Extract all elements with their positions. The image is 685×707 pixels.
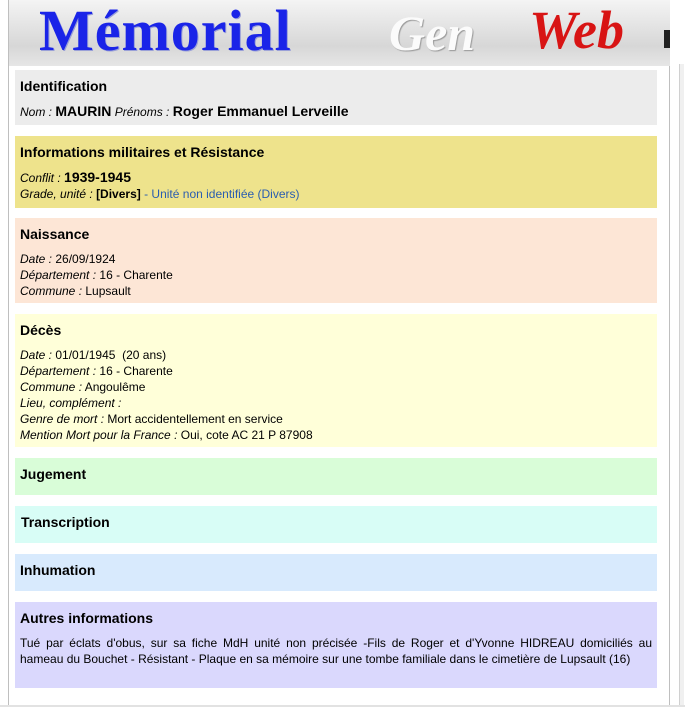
logo-memorial-text: Mémorial (39, 0, 292, 63)
logo-web-text: Web (529, 0, 624, 60)
deces-commune-line (20, 379, 652, 395)
deces-genre-value: Mort accidentellement en service (107, 412, 283, 426)
section-deces (15, 314, 657, 447)
section-title-inhumation: Inhumation (20, 562, 96, 578)
naissance-date-value: 26/09/1924 (55, 252, 116, 266)
section-title-identification: Identification (20, 78, 108, 94)
section-title-transcription: Transcription (21, 514, 110, 530)
section-identification (15, 70, 657, 125)
deces-mention-label: Mention Mort pour la France : (20, 428, 178, 442)
deces-lieu-line (20, 395, 652, 411)
nom-label: Nom : (20, 105, 53, 119)
conflit-value: 1939-1945 (64, 169, 131, 185)
grade-value: [Divers] (96, 187, 141, 201)
deces-departement-line (20, 363, 652, 379)
naissance-commune-value: Lupsault (85, 284, 131, 298)
deces-commune-label: Commune : (20, 380, 83, 394)
section-transcription (15, 506, 657, 543)
deces-mention-value: Oui, cote AC 21 P 87908 (180, 428, 313, 442)
deces-mention-line (20, 427, 652, 443)
conflit-label: Conflit : (20, 171, 61, 185)
autres-text: Tué par éclats d'obus, sur sa fiche MdH unité non précisée -Fils de Roger et d'Yvonne HIDREAU domiciliés au hameau du Bouchet - Résistant - Plaque en sa mémoire sur une tombe familiale dans le cimetière de Lupsault (16) (20, 636, 652, 666)
section-autres (15, 602, 657, 688)
section-naissance (15, 218, 657, 303)
grade-line (20, 186, 652, 202)
deces-genre-label: Genre de mort : (20, 412, 105, 426)
identification-line (20, 103, 652, 120)
deces-departement-label: Département : (20, 364, 97, 378)
naissance-date-line (20, 251, 652, 267)
naissance-departement-value: 16 - Charente (99, 268, 173, 282)
scrollbar-thumb[interactable] (679, 64, 684, 707)
deces-date-line (20, 347, 652, 363)
site-logo-banner[interactable] (9, 0, 670, 66)
logo-gen-text: Gen (389, 5, 476, 61)
conflit-line (20, 169, 652, 186)
logo-edge-mark (664, 30, 670, 48)
naissance-departement-label: Département : (20, 268, 97, 282)
deces-lieu-label: Lieu, complément : (20, 396, 122, 410)
naissance-date-label: Date : (20, 252, 53, 266)
section-jugement (15, 458, 657, 495)
section-title-autres: Autres informations (20, 610, 154, 626)
prenoms-label: Prénoms : (114, 105, 170, 119)
unite-link[interactable]: - Unité non identifiée (Divers) (144, 187, 300, 201)
deces-genre-line (20, 411, 652, 427)
section-inhumation (15, 554, 657, 591)
naissance-departement-line (20, 267, 652, 283)
section-title-militaire: Informations militaires et Résistance (20, 144, 265, 160)
grade-label: Grade, unité : (20, 187, 93, 201)
prenoms-value: Roger Emmanuel Lerveille (172, 103, 349, 119)
deces-commune-value: Angoulême (84, 380, 146, 394)
section-title-deces: Décès (20, 322, 62, 338)
nom-value: MAURIN (55, 103, 112, 119)
naissance-commune-line (20, 283, 652, 299)
deces-date-label: Date : (20, 348, 53, 362)
deces-departement-value: 16 - Charente (99, 364, 173, 378)
section-title-naissance: Naissance (20, 226, 90, 242)
naissance-commune-label: Commune : (20, 284, 83, 298)
deces-date-value: 01/01/1945 (20 ans) (55, 348, 167, 362)
section-title-jugement: Jugement (20, 466, 87, 482)
scrollbar[interactable] (677, 0, 685, 707)
section-militaire (15, 136, 657, 208)
